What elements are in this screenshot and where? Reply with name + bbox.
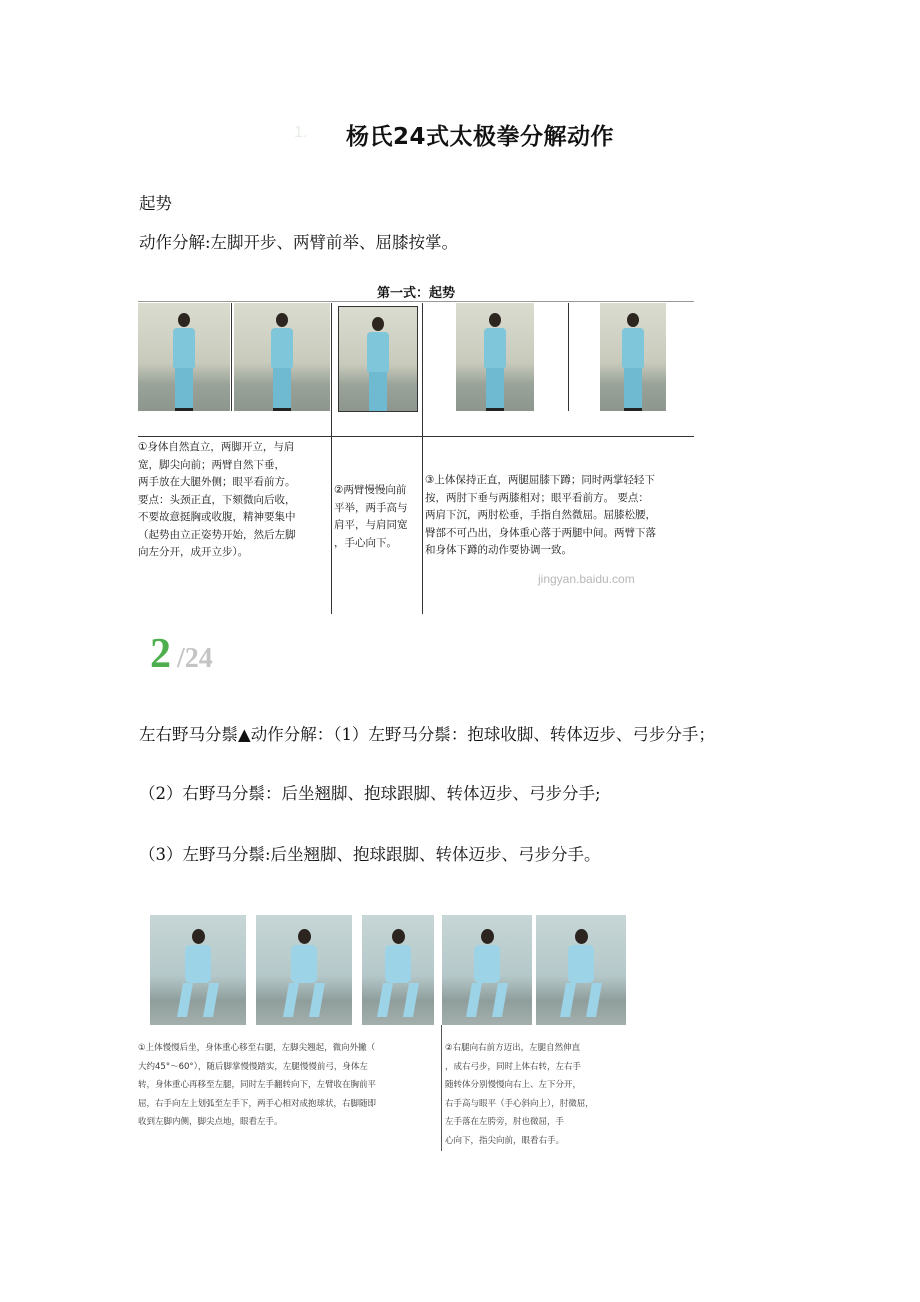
photo-pose-5 bbox=[536, 915, 626, 1025]
grid-line bbox=[568, 303, 569, 411]
step-3-text: ③上体保持正直，两腿屈膝下蹲；同时两掌轻轻下 按，两肘下垂与两膝相对；眼平看前方。 要点： 两肩下沉，两肘松垂，手指自然微屈。屈膝松腰， 臀部不可凸出，身体重心落于两腿中间。两臂下落 和身体下蹲的动作要协调一致。 bbox=[425, 474, 656, 556]
grid-line bbox=[138, 436, 694, 437]
section1-name: 起势 bbox=[139, 194, 172, 213]
heading-number: 1. bbox=[294, 124, 308, 141]
photo-step-5 bbox=[600, 303, 666, 411]
photo-pose-4 bbox=[442, 915, 532, 1025]
section2-line-1: 左右野马分鬃▲动作分解：（1）左野马分鬃：抱球收脚、转体迈步、弓步分手； bbox=[139, 725, 715, 744]
photo-step-1 bbox=[138, 303, 230, 411]
photo-pose-2 bbox=[256, 915, 352, 1025]
watermark: jingyan.baidu.com bbox=[538, 572, 635, 586]
section2-line-2: （2）右野马分鬃：后坐翘脚、抱球跟脚、转体迈步、弓步分手; bbox=[139, 784, 601, 803]
page-indicator bbox=[150, 630, 213, 678]
pose-1-text: ①上体慢慢后坐，身体重心移至右腿，左脚尖翘起，微向外撇（ 大约45°～60°），随后脚掌慢慢踏实，左腿慢慢前弓，身体左 转，身体重心再移至左腿，同时左手翻转向下，左臂收在胸前平 屈，右手向左上划弧至左手下，两手心相对成抱球状，右脚随即 收到左脚内侧，脚尖点地，眼看左手。 bbox=[138, 1043, 377, 1127]
figure-title: 第一式：起势 bbox=[376, 286, 455, 301]
photo-pose-1 bbox=[150, 915, 246, 1025]
qishi-figure bbox=[138, 276, 694, 614]
grid-line bbox=[231, 303, 232, 411]
page-total: /24 bbox=[177, 643, 213, 674]
section2-line-3: （3）左野马分鬃:后坐翘脚、抱球跟脚、转体迈步、弓步分手。 bbox=[139, 845, 601, 864]
heading-title: 杨氏24式太极拳分解动作 bbox=[346, 124, 615, 150]
step-2-text: ②两臂慢慢向前 平举，两手高与 肩平，与肩同宽 ，手心向下。 bbox=[334, 484, 408, 549]
photo-step-3 bbox=[338, 306, 418, 412]
photo-pose-3 bbox=[362, 915, 434, 1025]
grid-line bbox=[441, 1025, 442, 1151]
grid-line bbox=[331, 303, 332, 614]
section1-description: 动作分解:左脚开步、两臂前举、屈膝按掌。 bbox=[139, 233, 459, 252]
grid-line bbox=[422, 303, 423, 614]
figure-divider bbox=[138, 301, 694, 302]
photo-step-4 bbox=[456, 303, 534, 411]
step-1-text: ①身体自然直立，两脚开立，与肩 宽，脚尖向前；两臂自然下垂， 两手放在大腿外侧；眼平看前方。 要点：头颈正直，下颏微向后收， 不要故意挺胸或收腹，精神要集中 （起势由立正姿势开始，然后左脚 向左分开，成开立步）。 bbox=[138, 441, 296, 558]
photo-step-2 bbox=[234, 303, 330, 411]
yemafenzong-figure bbox=[138, 915, 626, 1151]
page-current: 2 bbox=[150, 631, 171, 677]
pose-2-text: ②右腿向右前方迈出，左腿自然伸直 ，成右弓步，同时上体右转，左右手 随转体分别慢慢向右上、左下分开， 右手高与眼平（手心斜向上），肘微屈， 左手落在左胯旁，肘也微屈，手 心向下，指尖向前，眼看右手。 bbox=[445, 1043, 594, 1146]
